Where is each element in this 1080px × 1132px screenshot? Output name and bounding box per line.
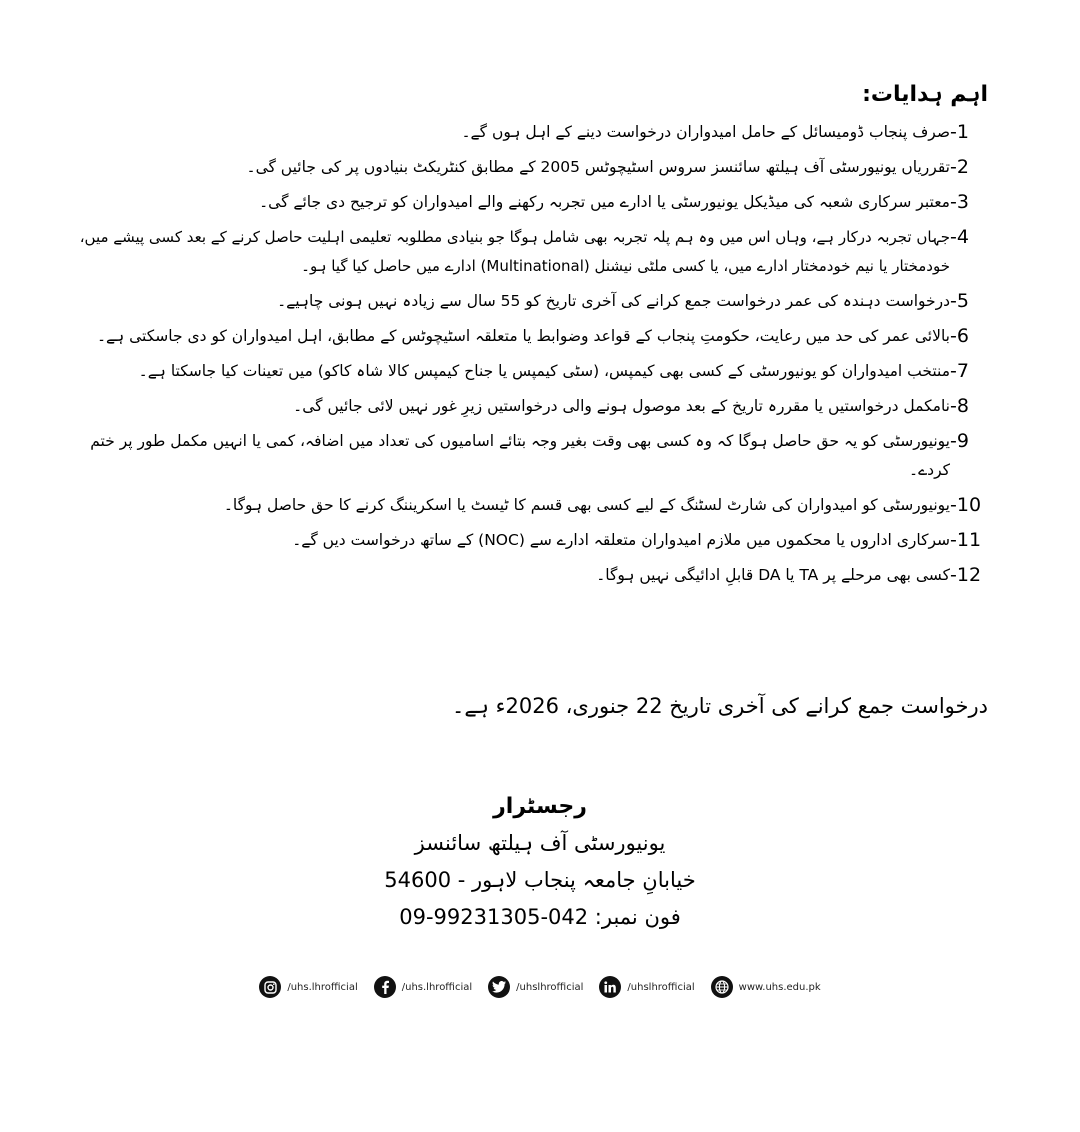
item-text: نامکمل درخواستیں یا مقررہ تاریخ کے بعد موصول ہونے والی درخواستیں زیرِ غور نہیں لائی جائیں گی۔	[293, 397, 950, 415]
instruction-item-6	[48, 322, 988, 351]
instruction-item-7	[48, 357, 988, 386]
social-links-bar	[0, 976, 1080, 998]
instruction-item-3	[48, 188, 988, 217]
instruction-item-1	[48, 118, 988, 147]
item-text: منتخب امیدواران کو یونیورسٹی کے کسی بھی کیمپس، (سٹی کیمپس یا جناح کیمپس کالا شاہ کاکو) میں تعینات کیا جاسکتا ہے۔	[138, 362, 950, 380]
item-text: بالائی عمر کی حد میں رعایت، حکومتِ پنجاب کے قواعد وضوابط یا متعلقہ اسٹیچوٹس کے مطابق، اہل امیدواران کو دی جاسکتی ہے۔	[96, 327, 950, 345]
signature-block	[0, 788, 1080, 936]
item-text: صرف پنجاب ڈومیسائل کے حامل امیدواران درخواست دینے کے اہل ہوں گے۔	[461, 123, 950, 141]
social-twitter[interactable]	[488, 976, 583, 998]
item-text: درخواست دہندہ کی عمر درخواست جمع کرانے کی آخری تاریخ کو 55 سال سے زیادہ نہیں ہونی چاہیے۔	[277, 292, 950, 310]
item-number: -10	[950, 494, 982, 516]
linkedin-icon	[599, 976, 621, 998]
twitter-handle: /uhslhrofficial	[516, 981, 584, 993]
phone-number: فون نمبر: 042-99231305-09	[399, 905, 681, 929]
instruction-item-8	[48, 392, 988, 421]
twitter-icon	[488, 976, 510, 998]
website-url: www.uhs.edu.pk	[738, 981, 821, 993]
item-number: -5	[950, 290, 969, 312]
item-number: -11	[950, 529, 982, 551]
facebook-handle: /uhs.lhrofficial	[401, 981, 473, 993]
instruction-item-2	[48, 153, 988, 182]
item-text: جہاں تجربہ درکار ہے، وہاں اس میں وہ ہم پلہ تجربہ بھی شامل ہوگا جو بنیادی مطلوبہ تعلیمی اہلیت حاصل کرنے کے بعد کسی پیشے میں، خودمختار یا نیم خودمختار ادارے میں، یا کسی ملٹی نیشنل (Multinational) ادارے میں حاصل کیا گیا ہو۔	[79, 228, 950, 275]
social-linkedin[interactable]	[599, 976, 694, 998]
item-number: -8	[950, 395, 969, 417]
item-text: تقرریاں یونیورسٹی آف ہیلتھ سائنسز سروس اسٹیچوٹس 2005 کے مطابق کنٹریکٹ بنیادوں پر کی جائیں گی۔	[246, 158, 950, 176]
item-number: -6	[950, 325, 969, 347]
item-number: -7	[950, 360, 969, 382]
instruction-item-9	[48, 427, 988, 485]
social-facebook[interactable]	[374, 976, 472, 998]
facebook-icon	[374, 976, 396, 998]
item-text: یونیورسٹی کو امیدواران کی شارٹ لسٹنگ کے لیے کسی بھی قسم کا ٹیسٹ یا اسکریننگ کرنے کا حق حاصل ہوگا۔	[223, 496, 950, 514]
item-number: -3	[950, 191, 969, 213]
item-number: -12	[950, 564, 982, 586]
globe-icon	[711, 976, 733, 998]
item-text: کسی بھی مرحلے پر TA یا DA قابلِ ادائیگی نہیں ہوگا۔	[596, 566, 950, 584]
instruction-item-12	[48, 561, 988, 590]
item-text: سرکاری اداروں یا محکموں میں ملازم امیدواران متعلقہ ادارے سے (NOC) کے ساتھ درخواست دیں گے۔	[292, 531, 950, 549]
postal-address: خیابانِ جامعہ پنجاب لاہور - 54600	[384, 868, 696, 892]
social-website[interactable]	[711, 976, 821, 998]
registrar-title: رجسٹرار	[493, 794, 587, 819]
university-name: یونیورسٹی آف ہیلتھ سائنسز	[414, 831, 666, 855]
instructions-list	[48, 118, 988, 596]
instagram-icon	[259, 976, 281, 998]
item-number: -2	[950, 156, 969, 178]
instruction-item-4	[48, 223, 988, 281]
instruction-item-11	[48, 526, 988, 555]
item-number: -4	[950, 226, 969, 248]
social-instagram[interactable]	[259, 976, 357, 998]
item-text: یونیورسٹی کو یہ حق حاصل ہوگا کہ وہ کسی بھی وقت بغیر وجہ بتائے اسامیوں کی تعداد میں اضافہ، کمی یا انہیں مکمل طور پر ختم کردے۔	[90, 432, 950, 479]
instruction-item-10	[48, 491, 988, 520]
deadline-notice: درخواست جمع کرانے کی آخری تاریخ 22 جنوری، 2026ء ہے۔	[452, 694, 988, 718]
item-number: -9	[950, 430, 969, 452]
instagram-handle: /uhs.lhrofficial	[287, 981, 358, 993]
item-text: معتبر سرکاری شعبہ کی میڈیکل یونیورسٹی یا ادارے میں تجربہ رکھنے والے امیدواران کو ترجیح دی جائے گی۔	[259, 193, 950, 211]
important-instructions-heading: اہم ہدایات:	[862, 82, 988, 107]
item-number: -1	[950, 121, 969, 143]
instruction-item-5	[48, 287, 988, 316]
linkedin-handle: /uhslhrofficial	[627, 981, 695, 993]
